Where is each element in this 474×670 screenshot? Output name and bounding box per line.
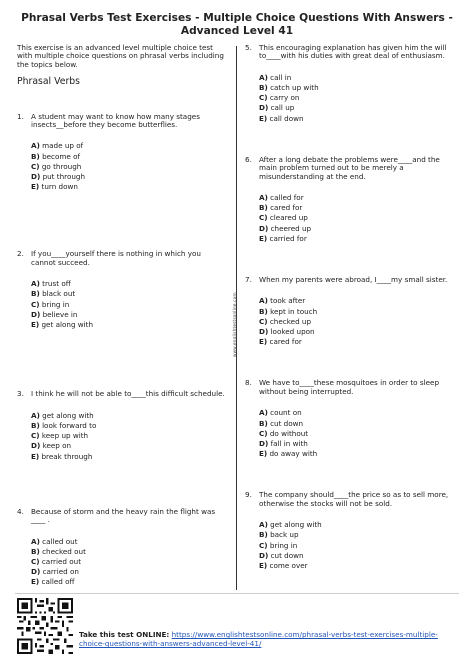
option-e[interactable]: E) turn down — [31, 182, 78, 192]
question-3 — [17, 390, 225, 461]
option-a[interactable]: A) call in — [259, 72, 292, 82]
option-d[interactable]: D) cheered up — [259, 223, 312, 233]
question-5 — [245, 44, 455, 124]
side-watermark-url: www.englishtestsonline.com — [232, 292, 237, 358]
option-a[interactable]: A) trust off — [31, 279, 71, 289]
option-d[interactable]: D) carried on — [31, 567, 79, 577]
option-e[interactable]: E) break through — [31, 451, 93, 461]
option-a[interactable]: A) called out — [31, 536, 78, 546]
option-b[interactable]: B) back up — [259, 530, 299, 540]
question-text: Because of storm and the heavy rain the flight was ____ . — [31, 506, 216, 525]
option-c[interactable]: C) bring in — [31, 299, 70, 309]
test-online-link[interactable]: https://www.englishtestsonline.com/phrasal-verbs-test-exercises-multiple-choice-questions-with-answers-advanced-level-41/ — [79, 630, 438, 648]
question-text: The company should____the price so as to sell more, otherwise the stocks will not be sold. — [259, 490, 449, 508]
section-heading: Phrasal Verbs — [17, 76, 81, 88]
option-a[interactable]: A) count on — [259, 408, 302, 418]
option-b[interactable]: B) cared for — [259, 203, 303, 213]
option-c[interactable]: C) cleared up — [259, 213, 308, 223]
footer — [79, 630, 459, 648]
left-column — [17, 44, 225, 588]
question-text: I think he will not be able to____this difficult schedule. — [31, 389, 225, 399]
option-e[interactable]: E) come over — [259, 560, 308, 570]
option-a[interactable]: A) made up of — [31, 141, 84, 151]
page-title: Phrasal Verbs Test Exercises - Multiple Choice Questions With Answers - Advanced Level 41 — [21, 12, 453, 37]
option-c[interactable]: C) checked up — [259, 316, 312, 326]
option-c[interactable]: C) go through — [31, 161, 82, 171]
option-b[interactable]: B) cut down — [259, 418, 304, 428]
footer-label: Take this test ONLINE: — [79, 630, 170, 639]
option-c[interactable]: C) keep up with — [31, 431, 89, 441]
intro-text: This exercise is an advanced level multiple choice test with multiple choice questions on phrasal verbs including the topics below. — [17, 43, 224, 69]
option-b[interactable]: B) kept in touch — [259, 306, 318, 316]
option-e[interactable]: E) called off — [31, 577, 75, 587]
question-number: 5. — [245, 43, 252, 52]
question-text: A student may want to know how many stages insects__before they become butterflies. — [31, 111, 200, 130]
question-number: 3. — [17, 389, 24, 399]
option-a[interactable]: A) took after — [259, 296, 306, 306]
question-8 — [245, 379, 455, 459]
question-number: 4. — [17, 506, 24, 516]
option-d[interactable]: D) looked upon — [259, 327, 315, 337]
question-number: 1. — [17, 111, 24, 121]
question-4 — [17, 508, 225, 588]
question-number: 2. — [17, 249, 24, 259]
option-e[interactable]: E) call down — [259, 113, 304, 123]
question-2 — [17, 250, 225, 330]
question-7 — [245, 276, 455, 347]
question-number: 9. — [245, 490, 252, 500]
option-e[interactable]: E) get along with — [31, 320, 94, 330]
option-d[interactable]: D) cut down — [259, 550, 304, 560]
qr-code-icon — [17, 598, 73, 654]
option-a[interactable]: A) get along with — [259, 520, 322, 530]
option-e[interactable]: E) cared for — [259, 337, 302, 347]
option-c[interactable]: C) bring in — [259, 540, 298, 550]
option-b[interactable]: B) checked out — [31, 546, 86, 556]
right-column — [245, 44, 455, 571]
option-b[interactable]: B) look forward to — [31, 420, 97, 430]
question-text: If you____yourself there is nothing in which you cannot succeed. — [31, 249, 201, 267]
option-c[interactable]: C) carried out — [31, 556, 82, 566]
option-c[interactable]: C) do without — [259, 428, 309, 438]
option-b[interactable]: B) black out — [31, 289, 76, 299]
question-number: 8. — [245, 378, 252, 388]
option-e[interactable]: E) do away with — [259, 449, 318, 459]
question-number: 7. — [245, 275, 252, 285]
option-d[interactable]: D) put through — [31, 172, 86, 182]
question-text: After a long debate the problems were____and the main problem turned out to be merely a misunderstanding at the end. — [259, 154, 440, 181]
question-1 — [17, 113, 225, 193]
option-a[interactable]: A) called for — [259, 193, 304, 203]
option-d[interactable]: D) keep on — [31, 441, 72, 451]
option-a[interactable]: A) get along with — [31, 410, 94, 420]
question-text: This encouraging explanation has given him the will to____with his duties with great deal of enthusiasm. — [259, 43, 447, 61]
option-b[interactable]: B) become of — [31, 151, 81, 161]
option-e[interactable]: E) carried for — [259, 233, 307, 243]
question-text: When my parents were abroad, I____my small sister. — [259, 275, 448, 285]
question-number: 6. — [245, 154, 252, 164]
option-d[interactable]: D) believe in — [31, 309, 78, 319]
question-text: We have to____these mosquitoes in order to sleep without being interrupted. — [259, 378, 440, 396]
option-c[interactable]: C) carry on — [259, 93, 300, 103]
option-d[interactable]: D) call up — [259, 103, 295, 113]
option-b[interactable]: B) catch up with — [259, 83, 319, 93]
question-9 — [245, 491, 455, 571]
option-d[interactable]: D) fall in with — [259, 438, 308, 448]
footer-divider — [15, 593, 459, 594]
question-6 — [245, 156, 455, 244]
